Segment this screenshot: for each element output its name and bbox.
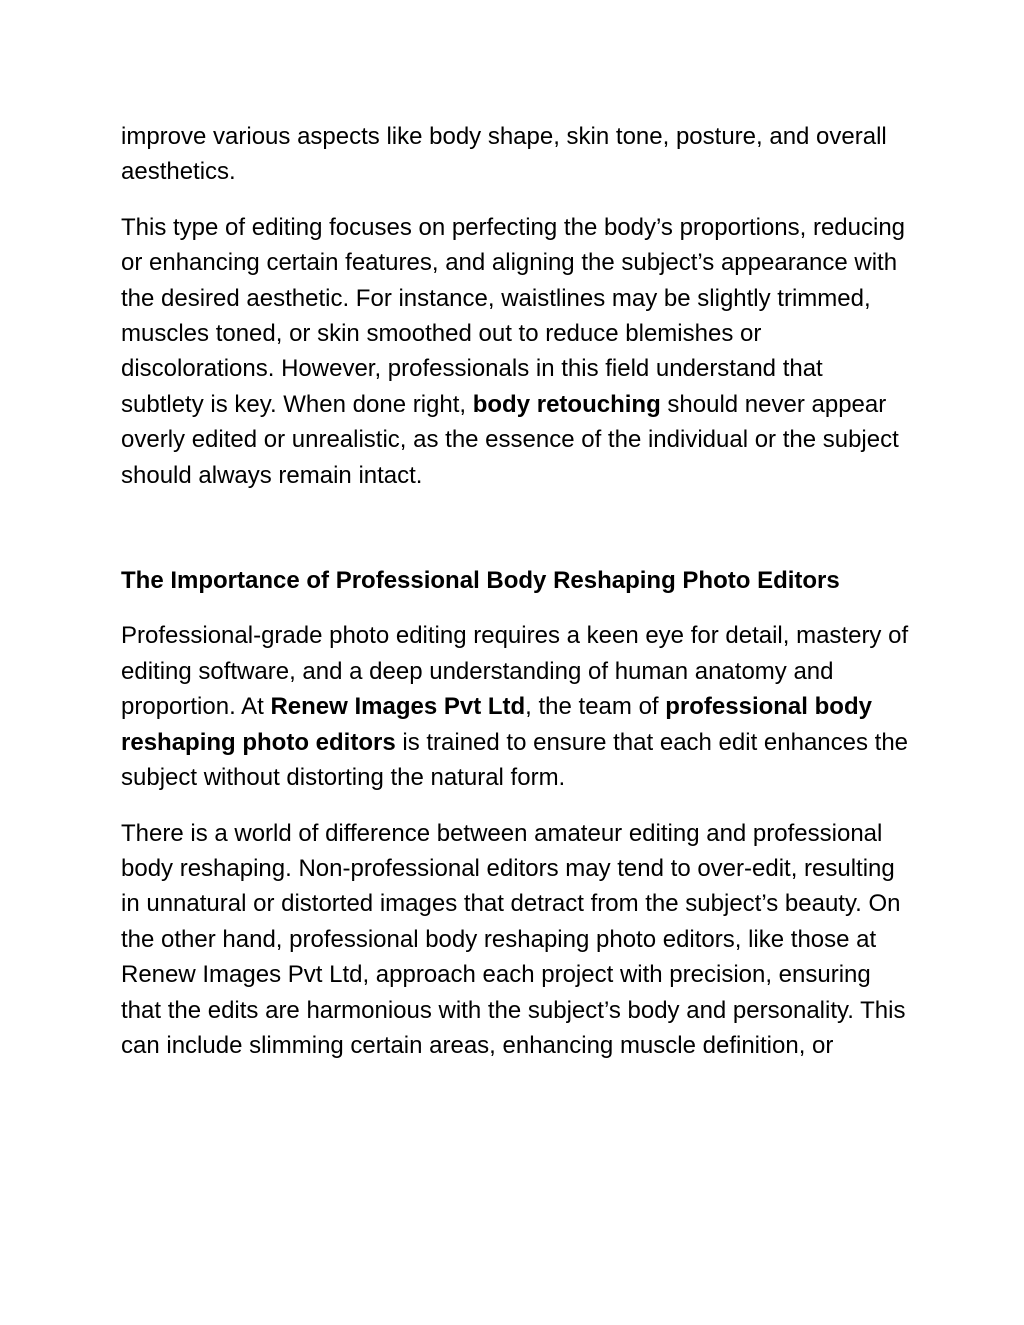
paragraph-professional-editing bbox=[121, 618, 911, 795]
bold-term-editors: professional body reshaping photo editors bbox=[121, 693, 872, 756]
section-heading: The Importance of Professional Body Reshaping Photo Editors bbox=[121, 567, 840, 595]
bold-term-body-retouching: body retouching bbox=[472, 390, 661, 418]
paragraph-intro-end: improve various aspects like body shape, skin tone, posture, and overall aesthetics. bbox=[121, 123, 887, 186]
paragraph-text: is trained to ensure that each edit enhances the subject without distorting the natural form. bbox=[121, 728, 909, 792]
document-page bbox=[121, 119, 911, 1083]
paragraph-editing-focus bbox=[121, 210, 911, 493]
paragraph-text: , the team of bbox=[525, 693, 666, 721]
paragraph-text: Professional-grade photo editing requires a keen eye for detail, mastery of editing software, and a deep understanding of human anatomy and proportion. At bbox=[121, 622, 909, 721]
paragraph-amateur-vs-professional: There is a world of difference between amateur editing and professional body reshaping. Non-professional editors may tend to over-edit, resulting in unnatural or distorted images that detract from the subject’s beauty. On the other hand, professional body reshaping photo editors, like those at Renew Images Pvt Ltd, approach each project with precision, ensuring that the edits are harmonious with the subject’s body and personality. This can include slimming certain areas, enhancing muscle definition, or bbox=[121, 819, 906, 1059]
paragraph-text: This type of editing focuses on perfecting the body’s proportions, reducing or enhancing certain features, and aligning the subject’s appearance with the desired aesthetic. For instance, waistlines may be slightly trimmed, muscles toned, or skin smoothed out to reduce blemishes or discolorations. However, professionals in this field understand that subtlety is key. When done right, bbox=[121, 213, 906, 418]
paragraph-text: should never appear overly edited or unrealistic, as the essence of the individual or the subject should always remain intact. bbox=[121, 390, 899, 489]
bold-company-name: Renew Images Pvt Ltd bbox=[270, 693, 526, 721]
